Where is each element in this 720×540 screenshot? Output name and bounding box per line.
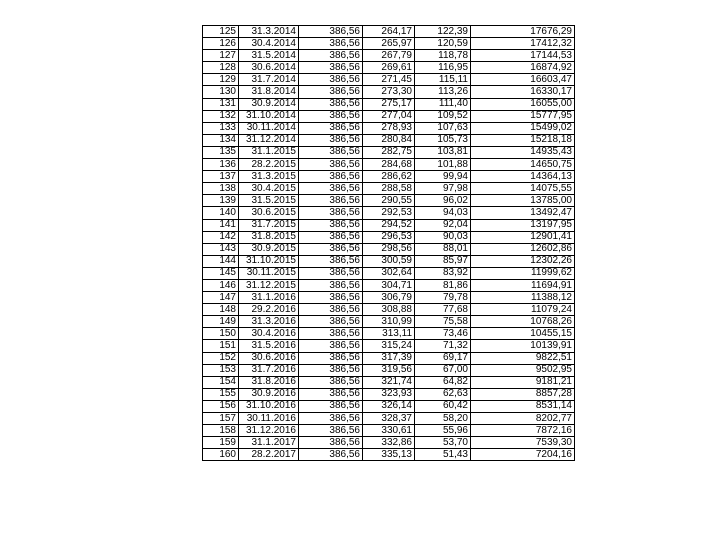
row-number-cell: 152	[203, 352, 239, 364]
table-row	[203, 304, 575, 316]
principal-cell: 278,93	[363, 122, 415, 134]
interest-cell: 77,68	[415, 304, 471, 316]
row-number-cell: 159	[203, 437, 239, 449]
table-body	[203, 26, 575, 461]
table-row	[203, 219, 575, 231]
date-cell: 30.9.2014	[239, 98, 299, 110]
balance-cell: 16330,17	[471, 86, 575, 98]
payment-cell: 386,56	[299, 98, 363, 110]
date-cell: 30.4.2015	[239, 183, 299, 195]
principal-cell: 300,59	[363, 255, 415, 267]
payment-cell: 386,56	[299, 134, 363, 146]
balance-cell: 8202,77	[471, 413, 575, 425]
principal-cell: 296,53	[363, 231, 415, 243]
balance-cell: 12901,41	[471, 231, 575, 243]
payment-cell: 386,56	[299, 86, 363, 98]
balance-cell: 16874,92	[471, 62, 575, 74]
interest-cell: 51,43	[415, 449, 471, 461]
principal-cell: 294,52	[363, 219, 415, 231]
principal-cell: 326,14	[363, 400, 415, 412]
payment-cell: 386,56	[299, 267, 363, 279]
date-cell: 30.6.2016	[239, 352, 299, 364]
date-cell: 31.1.2015	[239, 146, 299, 158]
balance-cell: 11999,62	[471, 267, 575, 279]
date-cell: 31.7.2016	[239, 364, 299, 376]
principal-cell: 286,62	[363, 171, 415, 183]
interest-cell: 113,26	[415, 86, 471, 98]
date-cell: 31.10.2015	[239, 255, 299, 267]
balance-cell: 11079,24	[471, 304, 575, 316]
date-cell: 31.12.2015	[239, 279, 299, 291]
table-row	[203, 74, 575, 86]
table-row	[203, 207, 575, 219]
payment-cell: 386,56	[299, 171, 363, 183]
table-row	[203, 134, 575, 146]
balance-cell: 9181,21	[471, 376, 575, 388]
balance-cell: 9502,95	[471, 364, 575, 376]
principal-cell: 290,55	[363, 195, 415, 207]
balance-cell: 9822,51	[471, 352, 575, 364]
balance-cell: 15777,95	[471, 110, 575, 122]
row-number-cell: 130	[203, 86, 239, 98]
interest-cell: 55,96	[415, 425, 471, 437]
interest-cell: 69,17	[415, 352, 471, 364]
payment-cell: 386,56	[299, 255, 363, 267]
interest-cell: 62,63	[415, 388, 471, 400]
date-cell: 30.9.2015	[239, 243, 299, 255]
date-cell: 30.11.2014	[239, 122, 299, 134]
interest-cell: 92,04	[415, 219, 471, 231]
balance-cell: 13197,95	[471, 219, 575, 231]
row-number-cell: 136	[203, 159, 239, 171]
date-cell: 28.2.2017	[239, 449, 299, 461]
balance-cell: 14364,13	[471, 171, 575, 183]
row-number-cell: 143	[203, 243, 239, 255]
date-cell: 31.8.2014	[239, 86, 299, 98]
principal-cell: 282,75	[363, 146, 415, 158]
balance-cell: 15218,18	[471, 134, 575, 146]
payment-cell: 386,56	[299, 388, 363, 400]
payment-cell: 386,56	[299, 183, 363, 195]
date-cell: 31.10.2014	[239, 110, 299, 122]
balance-cell: 8857,28	[471, 388, 575, 400]
interest-cell: 101,88	[415, 159, 471, 171]
interest-cell: 83,92	[415, 267, 471, 279]
payment-cell: 386,56	[299, 74, 363, 86]
table-row	[203, 255, 575, 267]
payment-cell: 386,56	[299, 304, 363, 316]
payment-cell: 386,56	[299, 292, 363, 304]
table-row	[203, 243, 575, 255]
table-row	[203, 38, 575, 50]
date-cell: 31.3.2016	[239, 316, 299, 328]
balance-cell: 13492,47	[471, 207, 575, 219]
interest-cell: 88,01	[415, 243, 471, 255]
table-row	[203, 110, 575, 122]
row-number-cell: 127	[203, 50, 239, 62]
payment-cell: 386,56	[299, 38, 363, 50]
payment-cell: 386,56	[299, 279, 363, 291]
date-cell: 31.1.2016	[239, 292, 299, 304]
payment-cell: 386,56	[299, 195, 363, 207]
interest-cell: 58,20	[415, 413, 471, 425]
interest-cell: 85,97	[415, 255, 471, 267]
table-row	[203, 388, 575, 400]
principal-cell: 298,56	[363, 243, 415, 255]
principal-cell: 284,68	[363, 159, 415, 171]
balance-cell: 17412,32	[471, 38, 575, 50]
principal-cell: 306,79	[363, 292, 415, 304]
balance-cell: 11694,91	[471, 279, 575, 291]
principal-cell: 275,17	[363, 98, 415, 110]
balance-cell: 8531,14	[471, 400, 575, 412]
table-row	[203, 62, 575, 74]
payment-cell: 386,56	[299, 50, 363, 62]
interest-cell: 64,82	[415, 376, 471, 388]
interest-cell: 118,78	[415, 50, 471, 62]
balance-cell: 14650,75	[471, 159, 575, 171]
balance-cell: 14075,55	[471, 183, 575, 195]
balance-cell: 12302,26	[471, 255, 575, 267]
principal-cell: 310,99	[363, 316, 415, 328]
row-number-cell: 140	[203, 207, 239, 219]
date-cell: 30.6.2014	[239, 62, 299, 74]
principal-cell: 304,71	[363, 279, 415, 291]
payment-cell: 386,56	[299, 413, 363, 425]
balance-cell: 17144,53	[471, 50, 575, 62]
row-number-cell: 137	[203, 171, 239, 183]
row-number-cell: 157	[203, 413, 239, 425]
payment-cell: 386,56	[299, 231, 363, 243]
principal-cell: 271,45	[363, 74, 415, 86]
date-cell: 31.7.2015	[239, 219, 299, 231]
payment-cell: 386,56	[299, 425, 363, 437]
date-cell: 31.1.2017	[239, 437, 299, 449]
row-number-cell: 154	[203, 376, 239, 388]
row-number-cell: 131	[203, 98, 239, 110]
interest-cell: 81,86	[415, 279, 471, 291]
payment-cell: 386,56	[299, 219, 363, 231]
interest-cell: 116,95	[415, 62, 471, 74]
interest-cell: 96,02	[415, 195, 471, 207]
table-row	[203, 195, 575, 207]
table-row	[203, 413, 575, 425]
table-row	[203, 352, 575, 364]
principal-cell: 269,61	[363, 62, 415, 74]
date-cell: 30.9.2016	[239, 388, 299, 400]
balance-cell: 16603,47	[471, 74, 575, 86]
date-cell: 31.10.2016	[239, 400, 299, 412]
interest-cell: 99,94	[415, 171, 471, 183]
payment-cell: 386,56	[299, 62, 363, 74]
date-cell: 31.3.2015	[239, 171, 299, 183]
principal-cell: 273,30	[363, 86, 415, 98]
row-number-cell: 126	[203, 38, 239, 50]
row-number-cell: 139	[203, 195, 239, 207]
interest-cell: 53,70	[415, 437, 471, 449]
row-number-cell: 160	[203, 449, 239, 461]
row-number-cell: 129	[203, 74, 239, 86]
amortization-table	[202, 25, 575, 461]
date-cell: 30.11.2015	[239, 267, 299, 279]
balance-cell: 14935,43	[471, 146, 575, 158]
principal-cell: 335,13	[363, 449, 415, 461]
date-cell: 30.4.2016	[239, 328, 299, 340]
principal-cell: 313,11	[363, 328, 415, 340]
payment-cell: 386,56	[299, 437, 363, 449]
interest-cell: 60,42	[415, 400, 471, 412]
interest-cell: 120,59	[415, 38, 471, 50]
table-row	[203, 425, 575, 437]
principal-cell: 265,97	[363, 38, 415, 50]
balance-cell: 10768,26	[471, 316, 575, 328]
table-row	[203, 183, 575, 195]
row-number-cell: 128	[203, 62, 239, 74]
balance-cell: 16055,00	[471, 98, 575, 110]
interest-cell: 90,03	[415, 231, 471, 243]
table-row	[203, 340, 575, 352]
principal-cell: 292,53	[363, 207, 415, 219]
interest-cell: 105,73	[415, 134, 471, 146]
table-row	[203, 364, 575, 376]
interest-cell: 109,52	[415, 110, 471, 122]
table-row	[203, 146, 575, 158]
interest-cell: 73,46	[415, 328, 471, 340]
balance-cell: 11388,12	[471, 292, 575, 304]
row-number-cell: 144	[203, 255, 239, 267]
date-cell: 31.3.2014	[239, 26, 299, 38]
balance-cell: 7539,30	[471, 437, 575, 449]
date-cell: 31.8.2016	[239, 376, 299, 388]
interest-cell: 71,32	[415, 340, 471, 352]
row-number-cell: 147	[203, 292, 239, 304]
payment-cell: 386,56	[299, 110, 363, 122]
interest-cell: 107,63	[415, 122, 471, 134]
principal-cell: 267,79	[363, 50, 415, 62]
row-number-cell: 155	[203, 388, 239, 400]
date-cell: 31.5.2016	[239, 340, 299, 352]
principal-cell: 328,37	[363, 413, 415, 425]
row-number-cell: 151	[203, 340, 239, 352]
principal-cell: 308,88	[363, 304, 415, 316]
table-row	[203, 122, 575, 134]
table-row	[203, 292, 575, 304]
table-row	[203, 26, 575, 38]
table-row	[203, 231, 575, 243]
payment-cell: 386,56	[299, 243, 363, 255]
date-cell: 31.5.2015	[239, 195, 299, 207]
date-cell: 31.12.2014	[239, 134, 299, 146]
row-number-cell: 148	[203, 304, 239, 316]
table-row	[203, 376, 575, 388]
row-number-cell: 134	[203, 134, 239, 146]
payment-cell: 386,56	[299, 376, 363, 388]
row-number-cell: 150	[203, 328, 239, 340]
date-cell: 28.2.2015	[239, 159, 299, 171]
table-row	[203, 86, 575, 98]
interest-cell: 103,81	[415, 146, 471, 158]
interest-cell: 97,98	[415, 183, 471, 195]
principal-cell: 317,39	[363, 352, 415, 364]
date-cell: 31.12.2016	[239, 425, 299, 437]
balance-cell: 10455,15	[471, 328, 575, 340]
principal-cell: 302,64	[363, 267, 415, 279]
principal-cell: 277,04	[363, 110, 415, 122]
interest-cell: 111,40	[415, 98, 471, 110]
row-number-cell: 145	[203, 267, 239, 279]
interest-cell: 115,11	[415, 74, 471, 86]
interest-cell: 122,39	[415, 26, 471, 38]
principal-cell: 319,56	[363, 364, 415, 376]
row-number-cell: 141	[203, 219, 239, 231]
row-number-cell: 142	[203, 231, 239, 243]
table-row	[203, 50, 575, 62]
payment-cell: 386,56	[299, 122, 363, 134]
principal-cell: 323,93	[363, 388, 415, 400]
balance-cell: 15499,02	[471, 122, 575, 134]
payment-cell: 386,56	[299, 316, 363, 328]
date-cell: 30.11.2016	[239, 413, 299, 425]
principal-cell: 280,84	[363, 134, 415, 146]
date-cell: 30.6.2015	[239, 207, 299, 219]
table-row	[203, 279, 575, 291]
balance-cell: 12602,86	[471, 243, 575, 255]
row-number-cell: 149	[203, 316, 239, 328]
principal-cell: 330,61	[363, 425, 415, 437]
row-number-cell: 138	[203, 183, 239, 195]
payment-cell: 386,56	[299, 340, 363, 352]
date-cell: 29.2.2016	[239, 304, 299, 316]
payment-cell: 386,56	[299, 146, 363, 158]
table-row	[203, 328, 575, 340]
row-number-cell: 156	[203, 400, 239, 412]
principal-cell: 321,74	[363, 376, 415, 388]
principal-cell: 288,58	[363, 183, 415, 195]
payment-cell: 386,56	[299, 207, 363, 219]
date-cell: 31.7.2014	[239, 74, 299, 86]
table-row	[203, 400, 575, 412]
interest-cell: 67,00	[415, 364, 471, 376]
balance-cell: 7872,16	[471, 425, 575, 437]
payment-cell: 386,56	[299, 328, 363, 340]
payment-cell: 386,56	[299, 364, 363, 376]
payment-cell: 386,56	[299, 159, 363, 171]
row-number-cell: 132	[203, 110, 239, 122]
row-number-cell: 133	[203, 122, 239, 134]
table-row	[203, 159, 575, 171]
principal-cell: 315,24	[363, 340, 415, 352]
balance-cell: 17676,29	[471, 26, 575, 38]
table-row	[203, 449, 575, 461]
payment-cell: 386,56	[299, 400, 363, 412]
interest-cell: 75,58	[415, 316, 471, 328]
payment-cell: 386,56	[299, 449, 363, 461]
row-number-cell: 153	[203, 364, 239, 376]
balance-cell: 7204,16	[471, 449, 575, 461]
payment-cell: 386,56	[299, 352, 363, 364]
balance-cell: 13785,00	[471, 195, 575, 207]
row-number-cell: 125	[203, 26, 239, 38]
table-row	[203, 316, 575, 328]
row-number-cell: 146	[203, 279, 239, 291]
date-cell: 31.5.2014	[239, 50, 299, 62]
table-row	[203, 98, 575, 110]
date-cell: 31.8.2015	[239, 231, 299, 243]
payment-cell: 386,56	[299, 26, 363, 38]
principal-cell: 332,86	[363, 437, 415, 449]
row-number-cell: 135	[203, 146, 239, 158]
interest-cell: 94,03	[415, 207, 471, 219]
interest-cell: 79,78	[415, 292, 471, 304]
table-row	[203, 267, 575, 279]
table-row	[203, 171, 575, 183]
row-number-cell: 158	[203, 425, 239, 437]
date-cell: 30.4.2014	[239, 38, 299, 50]
principal-cell: 264,17	[363, 26, 415, 38]
balance-cell: 10139,91	[471, 340, 575, 352]
table-row	[203, 437, 575, 449]
